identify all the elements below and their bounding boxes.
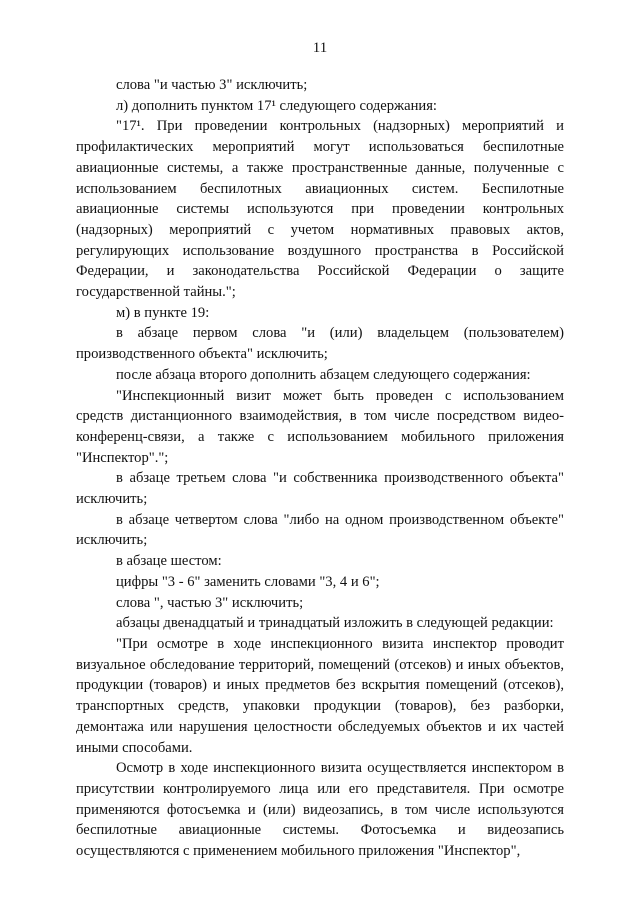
paragraph: л) дополнить пунктом 17¹ следующего содержания: bbox=[116, 97, 437, 114]
page-number: 11 bbox=[312, 40, 328, 56]
paragraph: м) в пункте 19: bbox=[116, 304, 210, 321]
paragraph: после абзаца второго дополнить абзацем следующего содержания: bbox=[116, 366, 531, 383]
paragraph: цифры "3 - 6" заменить словами "3, 4 и 6"; bbox=[116, 573, 380, 590]
paragraph: Осмотр в ходе инспекционного визита осуществляется инспектором в присутствии контролируемого лица или его представителя. При осмотре применяются фотосъемка и (или) видеозапись, в том числе используются беспилотные авиационные системы. Фотосъемка и видеозапись осуществляются с применением мобильного приложения "Инспектор", bbox=[76, 760, 564, 860]
paragraph: абзацы двенадцатый и тринадцатый изложить в следующей редакции: bbox=[116, 615, 554, 632]
paragraph: в абзаце первом слова "и (или) владельцем (пользователем) производственного объекта" исключить; bbox=[76, 325, 564, 363]
paragraph: "При осмотре в ходе инспекционного визита инспектор проводит визуальное обследование территорий, помещений (отсеков) и иных объектов, продукции (товаров) и иных предметов без вскрытия помещений (отсеков), транспортных средств, упаковки продукции (товаров), без разборки, демонтажа или нарушения целостности обследуемых объектов и их частей иными способами. bbox=[76, 635, 564, 756]
paragraph: в абзаце третьем слова "и собственника производственного объекта" исключить; bbox=[76, 470, 564, 508]
paragraph: слова ", частью 3" исключить; bbox=[116, 594, 304, 611]
paragraph: "Инспекционный визит может быть проведен с использованием средств дистанционного взаимодействия, в том числе посредством видео-конференц-связи, а также с использованием мобильного приложения "Инспектор"."; bbox=[76, 387, 564, 466]
paragraph: в абзаце четвертом слова "либо на одном производственном объекте" исключить; bbox=[76, 511, 564, 549]
paragraph: в абзаце шестом: bbox=[116, 553, 222, 570]
paragraph: слова "и частью 3" исключить; bbox=[116, 77, 308, 93]
document-body bbox=[76, 75, 564, 862]
paragraph: "17¹. При проведении контрольных (надзорных) мероприятий и профилактических мероприятий могут использоваться беспилотные авиационные системы, а также пространственные данные, полученные с использованием беспилотных авиационных систем. Беспилотные авиационные системы используются при проведении контрольных (надзорных) мероприятий с учетом нормативных правовых актов, регулирующих использование воздушного пространства в Российской Федерации, и законодательства Российской Федерации о защите государственной тайны."; bbox=[76, 118, 564, 301]
